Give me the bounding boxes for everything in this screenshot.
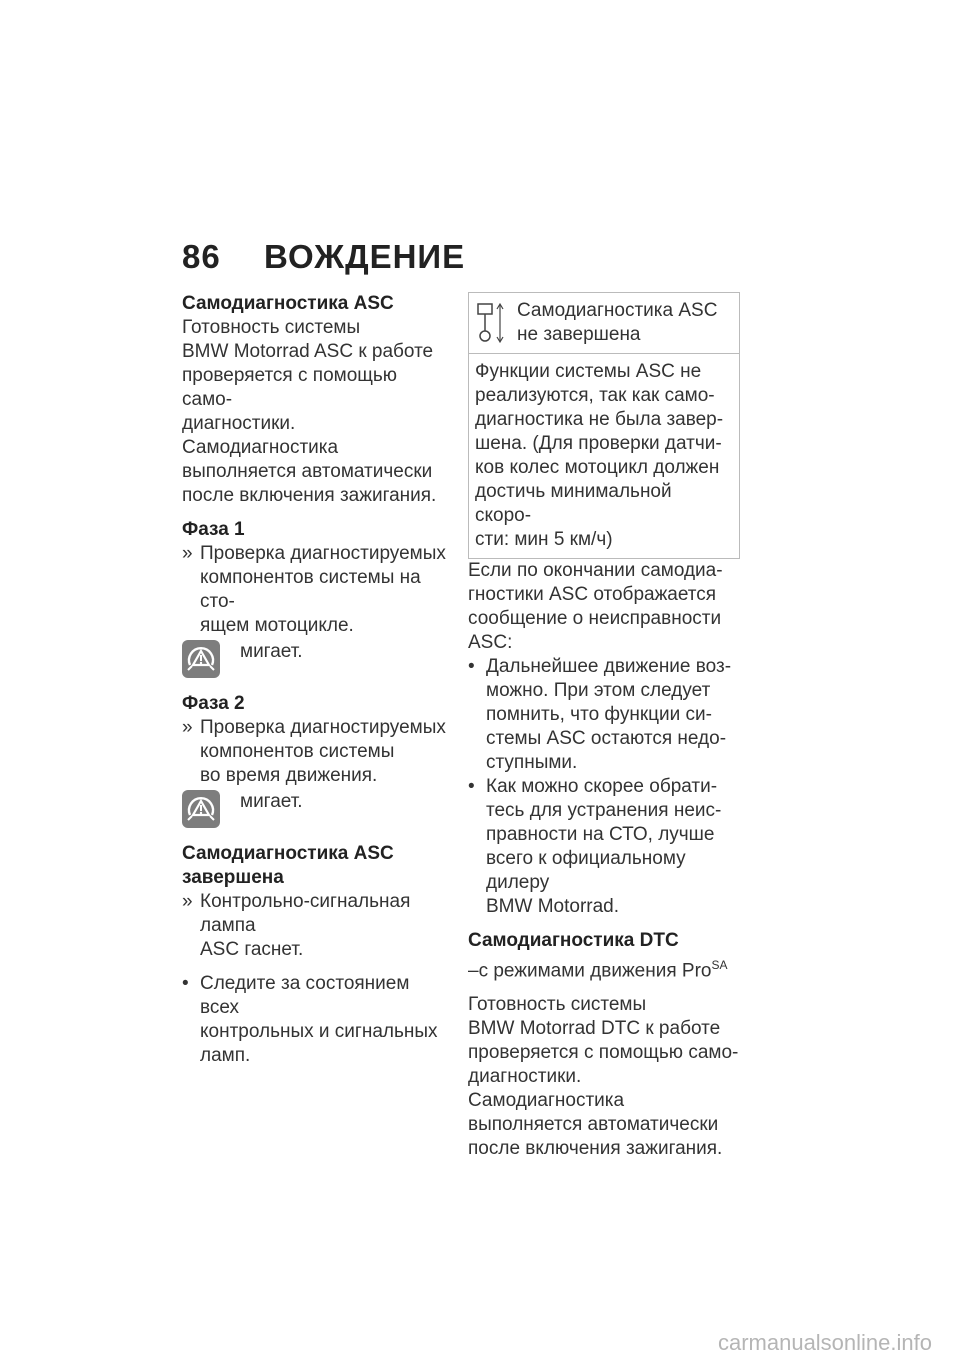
text-line: во время движения. [200,765,378,786]
phase2-heading: Фаза 2 [182,693,245,714]
text-line: гностики ASC отображается [468,584,717,605]
text-line: Проверка диагностируемых [200,543,446,564]
text-line: Контрольно-сигнальная лампа [200,891,411,936]
text-line: компонентов системы на сто- [200,567,421,612]
phase2-lamp-row [182,790,450,832]
text-line: Проверка диагностируемых [200,717,446,738]
text-line: не завершена [517,324,641,345]
text-line: можно. При этом следует [486,680,711,701]
text-line: завершена [182,867,284,888]
text-line: ASC гаснет. [200,939,304,960]
bullet-mark: • [468,776,475,797]
watermark: carmanualsonline.info [717,1330,932,1355]
text-line: Готовность системы [468,994,647,1016]
after-box-text [468,559,740,655]
step-mark: » [182,891,193,912]
done-step [182,890,450,962]
page-number: 86 [182,238,221,275]
section-title: ВОЖДЕНИЕ [264,238,466,275]
text-line: тесь для устранения неис- [486,800,722,821]
text-line: Самодиагностика ASC [517,300,718,321]
text-line: выполняется автоматически [182,461,433,482]
notice-box-body [469,354,739,558]
asc-heading: Самодиагностика ASC [182,293,394,314]
text-line: выполняется автоматически [468,1114,719,1136]
text-line: после включения зажигания. [182,485,437,506]
phase1-lamp-row [182,640,450,682]
phase1-heading: Фаза 1 [182,519,245,540]
dtc-subheading [468,953,740,983]
text-line: контрольных и сигнальных [200,1021,438,1042]
phase2-step [182,716,450,788]
text-line: Следите за состоянием всех [200,973,410,1018]
page-header [182,238,465,276]
asc-intro [182,316,450,508]
text-line: Готовность системы [182,317,361,338]
bullet-service [468,775,740,919]
text-line: всего к официальному дилеру [486,848,686,893]
text-line: помнить, что функции си- [486,704,712,725]
text-line: BMW Motorrad ASC к работе [182,341,434,362]
done-bullet [182,972,450,1068]
text-line: после включения зажигания. [468,1138,723,1160]
dtc-sup: SA [711,958,728,972]
text-line: Если по окончании самодиа- [468,560,723,581]
text-line: сообщение о неисправности [468,608,722,629]
text-line: ступными. [486,752,578,773]
text-line: проверяется с помощью само- [468,1042,739,1064]
done-heading [182,842,450,890]
text-line: диагностика не была завер- [475,409,724,430]
text-line: диагностики. Самодиагностика [182,413,339,458]
text-line: Дальнейшее движение воз- [486,656,732,677]
text-line: ков колес мотоцикл должен [475,457,720,478]
text-line: достичь минимальной скоро- [475,481,672,526]
right-column [468,292,740,1161]
text-line: BMW Motorrad DTC к работе [468,1018,721,1040]
text-line: шена. (Для проверки датчи- [475,433,722,454]
text-line: компонентов системы [200,741,395,762]
bullet-continue [468,655,740,775]
step-mark: » [182,717,193,738]
text-line: правности на СТО, лучше [486,824,715,845]
text-line: BMW Motorrad. [486,896,620,917]
text-line: ASC: [468,632,513,653]
asc-warning-lamp-icon [182,640,220,678]
text-line: проверяется с помощью само- [182,365,398,410]
text-line: Самодиагностика ASC [182,843,394,864]
notice-box [468,292,740,559]
dtc-heading: Самодиагностика DTC [468,930,679,951]
notice-box-title [513,293,721,353]
left-column [182,292,450,1068]
text-line: ящем мотоцикле. [200,615,354,636]
bullet-mark: • [468,656,475,677]
text-line: диагностики. Самодиагностика [468,1066,625,1112]
phase2-lamp-text: мигает. [240,791,303,812]
phase1-lamp-text: мигает. [240,641,303,662]
bullet-mark: • [182,973,189,994]
text-line: Как можно скорее обрати- [486,776,718,797]
step-mark: » [182,543,193,564]
asc-warning-lamp-icon [182,790,220,828]
text-line: сти: мин 5 км/ч) [475,529,613,550]
notice-box-header [469,293,739,354]
dtc-intro [468,993,740,1161]
notice-icon [469,293,513,353]
text-line: реализуются, так как само- [475,385,715,406]
phase1-step [182,542,450,638]
text-line: стемы ASC остаются недо- [486,728,727,749]
dtc-sub-text: –с режимами движения Pro [468,960,712,982]
text-line: Функции системы ASC не [475,361,702,382]
text-line: ламп. [200,1045,251,1066]
